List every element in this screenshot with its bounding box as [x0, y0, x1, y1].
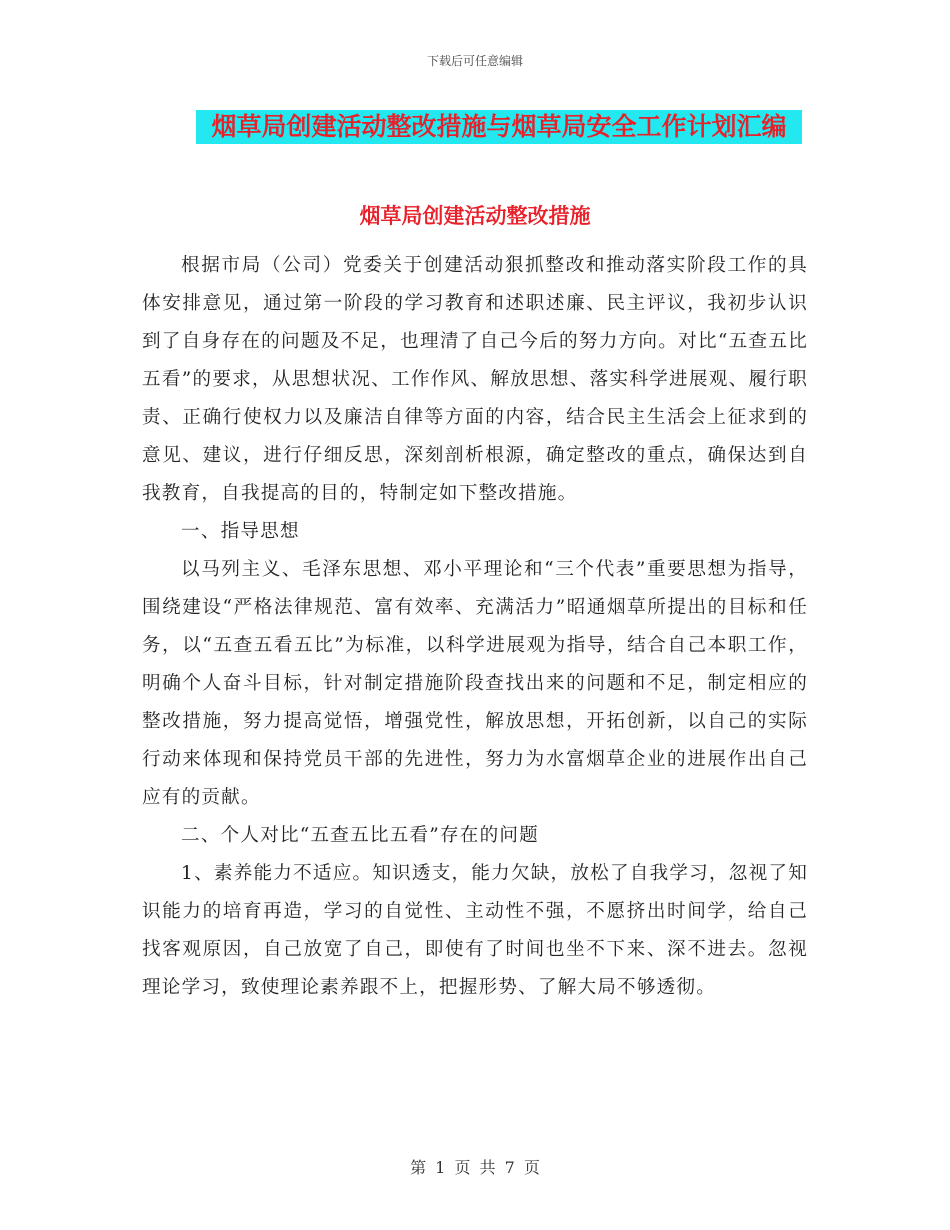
main-title-highlight — [196, 110, 802, 144]
document-body — [142, 247, 808, 1007]
paragraph-problem-1: 1、素养能力不适应。知识透支，能力欠缺，放松了自我学习，忽视了知识能力的培育再造，学习的自觉性、主动性不强，不愿挤出时间学，给自己找客观原因，自己放宽了自己，即使有了时间也坐不下来、深不进去。忽视理论学习，致使理论素养跟不上，把握形势、了解大局不够透彻。 — [142, 863, 808, 998]
paragraph-intro: 根据市局（公司）党委关于创建活动狠抓整改和推动落实阶段工作的具体安排意见，通过第一阶段的学习教育和述职述廉、民主评议，我初步认识到了自身存在的问题及不足，也理清了自己今后的努力方向。对比“五查五比五看”的要求，从思想状况、工作作风、解放思想、落实科学进展观、履行职责、正确行使权力以及廉洁自律等方面的内容，结合民主生活会上征求到的意见、建议，进行仔细反思，深刻剖析根源，确定整改的重点，确保达到自我教育，自我提高的目的，特制定如下整改措施。 — [142, 255, 808, 504]
heading-problems: 二、个人对比“五查五比五看”存在的问题 — [181, 825, 539, 846]
main-title: 烟草局创建活动整改措施与烟草局安全工作计划汇编 — [211, 112, 787, 141]
heading-guiding-thought: 一、指导思想 — [181, 521, 300, 542]
paragraph-guiding-thought: 以马列主义、毛泽东思想、邓小平理论和“三个代表”重要思想为指导，围绕建设“严格法律规范、富有效率、充满活力”昭通烟草所提出的目标和任务，以“五查五看五比”为标准，以科学进展观为指导，结合自己本职工作，明确个人奋斗目标，针对制定措施阶段查找出来的问题和不足，制定相应的整改措施，努力提高觉悟，增强党性，解放思想，开拓创新，以自己的实际行动来体现和保持党员干部的先进性，努力为水富烟草企业的进展作出自己应有的贡献。 — [142, 559, 808, 808]
page-header-note: 下载后可任意编辑 — [426, 54, 523, 68]
page-number: 第 1 页 共 7 页 — [410, 1158, 540, 1177]
section-title: 烟草局创建活动整改措施 — [359, 204, 591, 228]
